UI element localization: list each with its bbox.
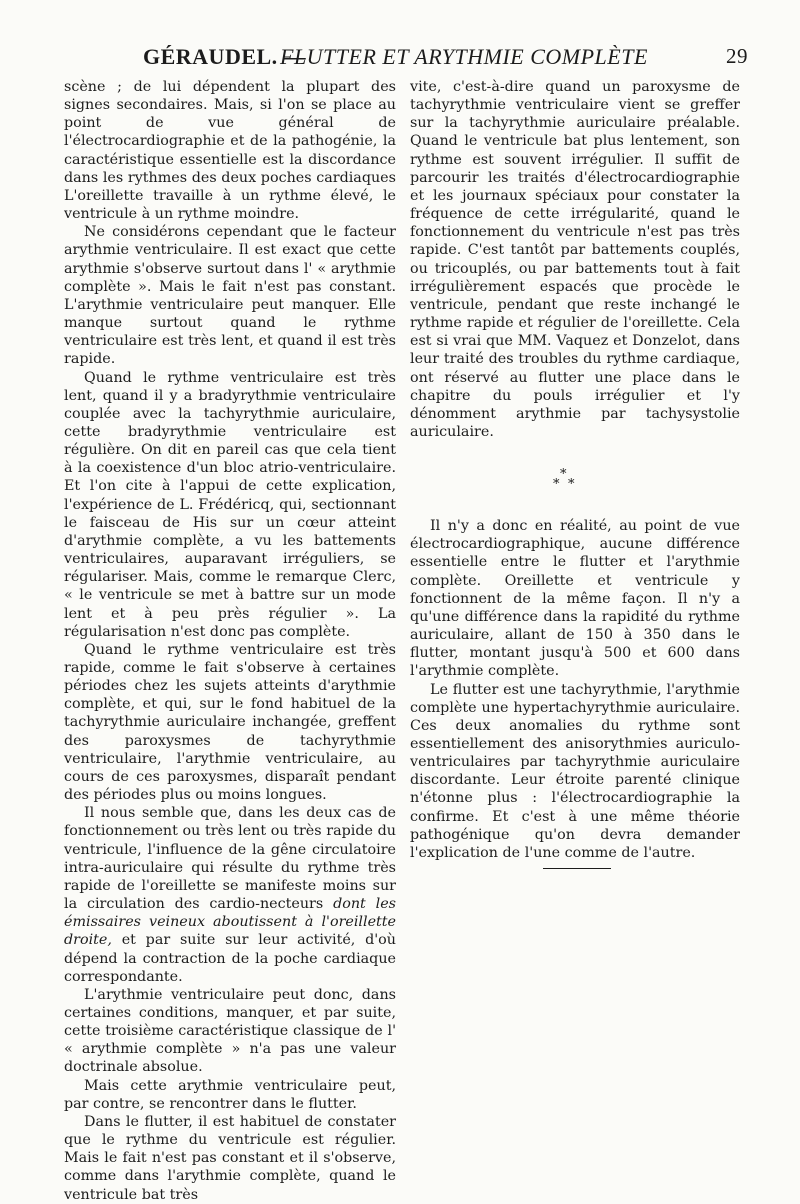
paragraph-text: Il nous semble que, dans les deux cas de fonctionnement ou très lent ou très rapide du ventricule, l'influence de la gêne circulatoire intra-auriculaire qui résulte du rythme très rapide de l'oreillette se manifeste moins sur la circulation des cardio-necteurs [64,805,396,913]
header-title: FLUTTER ET ARYTHMIE COMPLÈTE [280,44,648,69]
right-column [410,78,740,862]
paragraph: vite, c'est-à-dire quand un paroxysme de tachyrythmie ventriculaire vient se greffer sur la tachyrythmie auriculaire préalable. Quand le ventricule bat plus lentement, son rythme est souvent irrégulier. Il suffit de parcourir les traités d'électrocardiographie et les journaux spéciaux pour constater la fréquence de cette irrégularité, quand le fonctionnement du ventricule n'est pas très rapide. C'est tantôt par battements couplés, ou tricouplés, ou par battements tout à fait irrégulièrement espacés que procède le ventricule, pendant que reste inchangé le rythme rapide et régulier de l'oreillette. Cela est si vrai que MM. Vaquez et Donzelot, dans leur traité des troubles du rythme cardiaque, ont réservé au flutter une place dans le chapitre du pouls irrégulier et l'y dénomment arythmie par tachysystolie auriculaire. [410,79,740,440]
paragraph: Le flutter est une tachyrythmie, l'arythmie complète une hypertachyrythmie auriculaire. Ces deux anomalies du rythme sont essentiellement des anisorythmies auriculo-ventriculaires par tachyrythmie auriculaire discordante. Leur étroite parenté clinique n'étonne plus : l'électrocardiographie la confirme. Et c'est à une même théorie pathogénique qu'on devra demander l'explication de l'une comme de l'autre. [410,681,740,861]
page-number: 29 [726,44,748,68]
paragraph: scène ; de lui dépendent la plupart des signes secondaires. Mais, si l'on se place au point de vue général de l'électrocardiographie et de la pathogénie, la caractéristique essentielle est la discordance dans les rythmes des deux poches cardiaques L'oreillette travaille à un rythme élevé, le ventricule à un rythme moindre. [64,79,396,223]
italic-phrase: dont les émissaires veineux aboutissent à l'oreillette droite, [64,896,396,949]
header-author: GÉRAUDEL. — [143,44,307,69]
paragraph: Quand le rythme ventriculaire est très lent, quand il y a bradyrythmie ventriculaire couplée avec la tachyrythmie auriculaire, cette bradyrythmie ventriculaire est régulière. On dit en pareil cas que cela tient à la coexistence d'un bloc atrio-ventriculaire. Et l'on cite à l'appui de cette explication, l'expérience de L. Frédéricq, qui, sectionnant le faisceau de His sur un cœur atteint d'arythmie complète, a vu les battements ventriculaires, auparavant irréguliers, se régulariser. Mais, comme le remarque Clerc, « le ventricule se met à battre sur un mode lent et à peu près régulier ». La régularisation n'est donc pas complète. [64,369,396,640]
paragraph-text: et par suite sur leur activité, d'où dépend la contraction de la poche cardiaque correspondante. [64,932,396,985]
paragraph: Ne considérons cependant que le facteur arythmie ventriculaire. Il est exact que cette arythmie s'observe surtout dans l' « arythmie complète ». Mais le fait n'est pas constant. L'arythmie ventriculaire peut manquer. Elle manque surtout quand le rythme ventriculaire est très lent, et quand il est très rapide. [64,224,396,368]
running-header [60,44,748,74]
paragraph: L'arythmie ventriculaire peut donc, dans certaines conditions, manquer, et par suite, cette troisième caractéristique classique de l' « arythmie complète » n'a pas une valeur doctrinale absolue. [64,986,396,1076]
paragraph: Il n'y a donc en réalité, au point de vue électrocardiographique, aucune différence essentielle entre le flutter et l'arythmie complète. Oreillette et ventricule y fonctionnent de la même façon. Il n'y a qu'une différence dans la rapidité du rythme auriculaire, allant de 150 à 350 dans le flutter, montant jusqu'à 500 et 600 dans l'arythmie complète. [410,518,740,680]
paragraph [64,804,396,986]
paragraph: Quand le rythme ventriculaire est très rapide, comme le fait s'observe à certaines périodes chez les sujets atteints d'arythmie complète, et qui, sur le fond habituel de la tachyrythmie auriculaire inchangée, greffent des paroxysmes de tachyrythmie ventriculaire, l'arythmie ventriculaire, au cours de ces paroxysmes, disparaît pendant des périodes plus ou moins longues. [64,641,396,804]
asterisk: * [560,467,567,483]
section-break-asterism [410,463,740,499]
end-rule [543,868,611,869]
paragraph: Dans le flutter, il est habituel de constater que le rythme du ventricule est régulier. Mais le fait n'est pas constant et il s'observe, comme dans l'arythmie complète, quand le ventricule bat très [64,1113,396,1203]
asterisk: * [553,477,560,493]
asterisk: * [568,477,575,493]
left-column [64,78,396,1204]
paragraph: Mais cette arythmie ventriculaire peut, par contre, se rencontrer dans le flutter. [64,1077,396,1112]
